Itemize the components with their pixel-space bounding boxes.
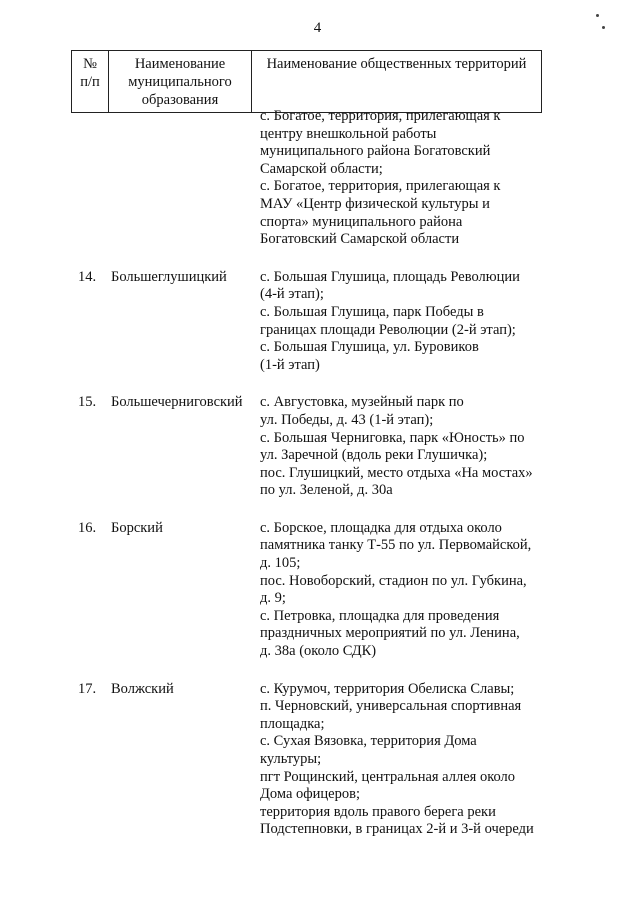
territories-cell — [260, 520, 590, 661]
territory-line: д. 38а (около СДК) — [260, 643, 377, 660]
territory-line: с. Петровка, площадка для проведения — [260, 607, 500, 624]
territories-list — [0, 108, 635, 839]
entry-spacer — [0, 661, 635, 681]
territory-line: муниципального района Богатовский — [260, 143, 491, 160]
header-col-number-line: п/п — [80, 74, 100, 90]
territory-line: п. Черновский, универсальная спортивная — [260, 698, 522, 715]
row-number: 16. — [78, 519, 97, 536]
row-number: 15. — [78, 394, 97, 411]
territory-line: с. Борское, площадка для отдыха около — [260, 519, 502, 536]
territory-line: Самарской области; — [260, 160, 383, 177]
territory-line: д. 105; — [260, 555, 301, 572]
page-number: 4 — [313, 20, 322, 36]
municipality-name: Большечерниговский — [111, 394, 243, 411]
territory-line: с. Богатое, территория, прилегающая к — [260, 108, 501, 124]
territory-line: МАУ «Центр физической культуры и — [260, 195, 490, 212]
territory-line: пгт Рощинский, центральная аллея около — [260, 768, 516, 785]
table-row — [0, 520, 635, 661]
territory-line: Дома офицеров; — [260, 786, 360, 803]
header-col-municipality-line: Наименование — [134, 56, 226, 72]
territory-line: д. 9; — [260, 590, 286, 607]
header-col-number-line: № — [83, 56, 97, 72]
territory-line: с. Курумоч, территория Обелиска Славы; — [260, 680, 515, 697]
entry-spacer — [0, 249, 635, 269]
territory-line: по ул. Зеленой, д. 30а — [260, 482, 393, 499]
table-row — [0, 269, 635, 375]
territory-line: праздничных мероприятий по ул. Ленина, — [260, 625, 520, 642]
territory-line: с. Большая Глушица, площадь Революции — [260, 268, 520, 285]
territory-line: пос. Глушицкий, место отдыха «На мостах» — [260, 464, 533, 481]
header-col-municipality — [109, 51, 252, 113]
territory-line: Богатовский Самарской области — [260, 231, 460, 248]
territory-line: территория вдоль правого берега реки — [260, 803, 496, 820]
territory-line: пос. Новоборский, стадион по ул. Губкина, — [260, 572, 527, 589]
municipality-name: Большеглушицкий — [111, 268, 227, 285]
territory-line: памятника танку Т-55 по ул. Первомайской, — [260, 537, 532, 554]
territory-line: ул. Победы, д. 43 (1-й этап); — [260, 411, 434, 428]
table-row — [0, 108, 635, 249]
header-col-municipality-line: образования — [141, 92, 219, 108]
scan-speck — [602, 26, 605, 29]
territory-line: с. Большая Глушица, парк Победы в — [260, 303, 484, 320]
header-col-territories — [252, 51, 542, 113]
territory-line: ул. Заречной (вдоль реки Глушичка); — [260, 447, 488, 464]
territory-line: Подстепновки, в границах 2-й и 3-й очереди — [260, 821, 534, 838]
municipality-name: Волжский — [111, 680, 174, 697]
territory-line: с. Богатое, территория, прилегающая к — [260, 178, 501, 195]
territory-line: центру внешкольной работы — [260, 125, 437, 142]
territory-line: с. Августовка, музейный парк по — [260, 394, 464, 411]
territories-cell — [260, 108, 590, 249]
territory-line: культуры; — [260, 751, 322, 767]
territories-cell — [260, 269, 590, 375]
territories-cell — [260, 394, 590, 500]
row-number: 14. — [78, 268, 97, 285]
territories-cell — [260, 681, 590, 839]
header-col-number — [72, 51, 109, 113]
table-row — [0, 394, 635, 500]
territory-line: с. Сухая Вязовка, территория Дома — [260, 733, 477, 750]
entry-spacer — [0, 500, 635, 520]
entry-spacer — [0, 374, 635, 394]
header-col-territories-label: Наименование общественных территорий — [266, 56, 527, 72]
header-col-municipality-line: муниципального — [128, 74, 232, 90]
territory-line: с. Большая Глушица, ул. Буровиков — [260, 339, 479, 356]
territory-line: с. Большая Черниговка, парк «Юность» по — [260, 429, 525, 446]
territory-line: площадка; — [260, 715, 325, 732]
municipality-name: Борский — [111, 519, 163, 536]
territory-line: (1-й этап) — [260, 356, 320, 373]
territory-line: спорта» муниципального района — [260, 213, 463, 230]
row-number: 17. — [78, 680, 97, 697]
table-header — [71, 50, 542, 113]
territory-line: (4-й этап); — [260, 286, 324, 303]
scan-speck — [596, 14, 599, 17]
territory-line: границах площади Революции (2-й этап); — [260, 321, 516, 338]
table-row — [0, 681, 635, 839]
